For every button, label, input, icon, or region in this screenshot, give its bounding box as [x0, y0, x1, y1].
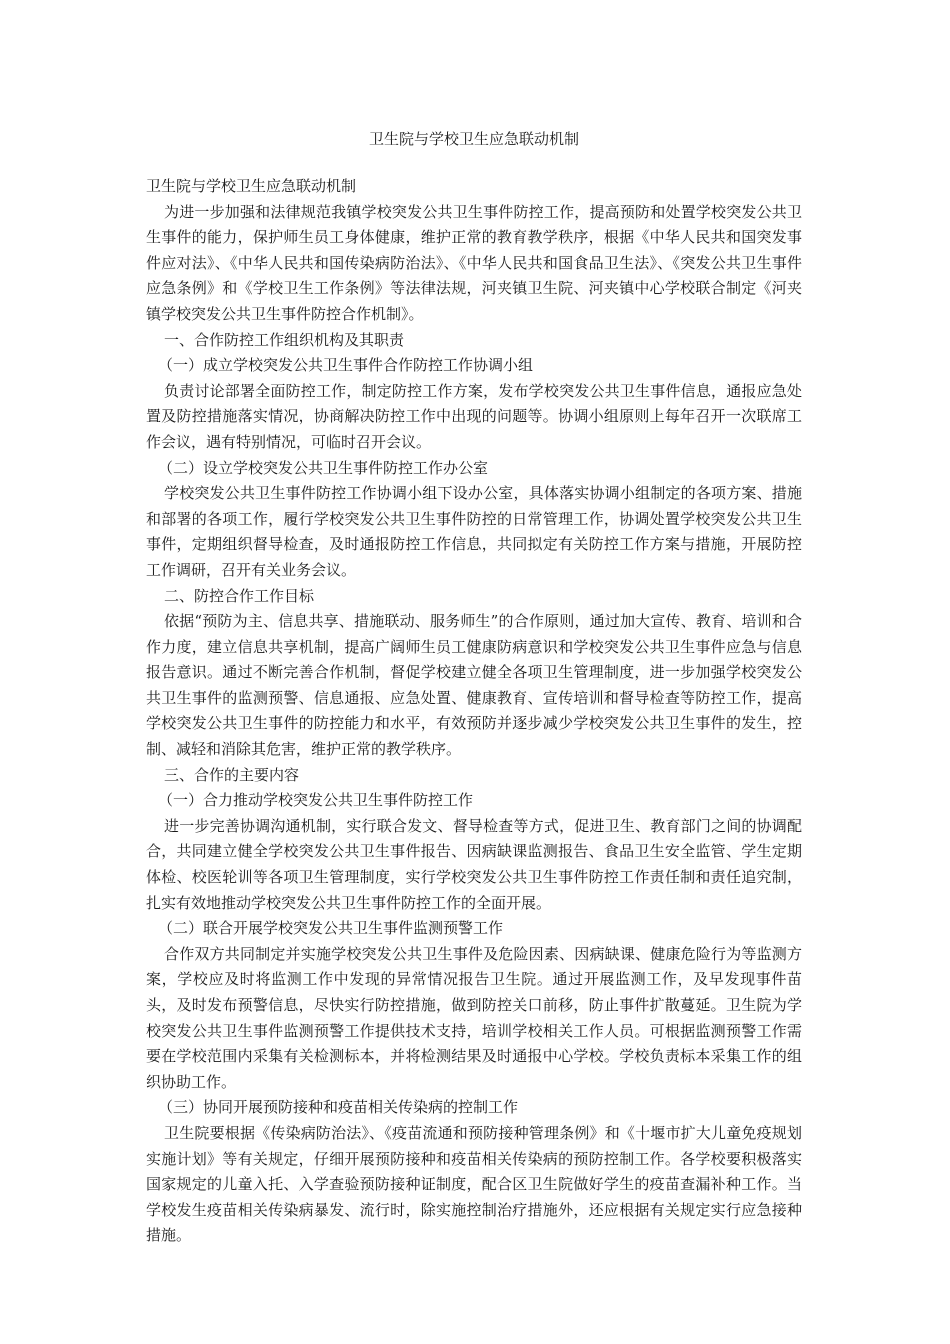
paragraph-2: 依据“预防为主、信息共享、措施联动、服务师生”的合作原则，通过加大宣传、教育、培训和合作力度，建立信息共享机制，提高广阔师生员工健康防病意识和学校突发公共卫生事件应急与信息报告意识。通过不断完善合作机制，督促学校建立健全各项卫生管理制度，进一步加强学校突发公共卫生事件的监测预警、信息通报、应急处置、健康教育、宣传培训和督导检查等防控工作，提高学校突发公共卫生事件的防控能力和水平，有效预防并逐步减少学校突发公共卫生事件的发生，控制、减轻和消除其危害，维护正常的教学秩序。	[146, 612, 802, 759]
paragraph-3-1: 进一步完善协调沟通机制，实行联合发文、督导检查等方式，促进卫生、教育部门之间的协调配合，共同建立健全学校突发公共卫生事件报告、因病缺课监测报告、食品卫生安全监管、学生定期体检、校医轮训等各项卫生管理制度，实行学校突发公共卫生事件防控工作责任制和责任追究制，扎实有效地推动学校突发公共卫生事件防控工作的全面开展。	[146, 816, 802, 912]
paragraph-1-1: 负责讨论部署全面防控工作，制定防控工作方案，发布学校突发公共卫生事件信息，通报应急处置及防控措施落实情况，协商解决防控工作中出现的问题等。协调小组原则上每年召开一次联席工作会议，遇有特别情况，可临时召开会议。	[146, 381, 802, 451]
document-title: 卫生院与学校卫生应急联动机制	[368, 130, 579, 148]
paragraph-3-2: 合作双方共同制定并实施学校突发公共卫生事件及危险因素、因病缺课、健康危险行为等监测方案，学校应及时将监测工作中发现的异常情况报告卫生院。通过开展监测工作，及早发现事件苗头，及时发布预警信息，尽快实行防控措施，做到防控关口前移，防止事件扩散蔓延。卫生院为学校突发公共卫生事件监测预警工作提供技术支持，培训学校相关工作人员。可根据监测预警工作需要在学校范围内采集有关检测标本，并将检测结果及时通报中心学校。学校负责标本采集工作的组织协助工作。	[146, 944, 802, 1091]
document-body	[146, 174, 802, 1249]
subsection-heading-1-2: （二）设立学校突发公共卫生事件防控工作办公室	[158, 458, 489, 477]
paragraph-3-3: 卫生院要根据《传染病防治法》、《疫苗流通和预防接种管理条例》和《十堰市扩大儿童免疫规划实施计划》等有关规定，仔细开展预防接种和疫苗相关传染病的预防控制工作。各学校要积极落实国家规定的儿童入托、入学查验预防接种证制度，配合区卫生院做好学生的疫苗查漏补种工作。当学校发生疫苗相关传染病暴发、流行时，除实施控制治疗措施外，还应根据有关规定实行应急接种措施。	[146, 1123, 802, 1245]
section-heading-1: 一、合作防控工作组织机构及其职责	[164, 330, 405, 349]
paragraph-intro: 为进一步加强和法律规范我镇学校突发公共卫生事件防控工作，提高预防和处置学校突发公共卫生事件的能力，保护师生员工身体健康，维护正常的教育教学秩序，根据《中华人民共和国突发事件应对法》、《中华人民共和国传染病防治法》、《中华人民共和国食品卫生法》、《突发公共卫生事件应急条例》和《学校卫生工作条例》等法律法规，河夹镇卫生院、河夹镇中心学校联合制定《河夹镇学校突发公共卫生事件防控合作机制》。	[146, 202, 802, 323]
section-heading-2: 二、防控合作工作目标	[164, 586, 315, 605]
subsection-heading-3-1: （一）合力推动学校突发公共卫生事件防控工作	[158, 791, 474, 810]
subsection-heading-1-1: （一）成立学校突发公共卫生事件合作防控工作协调小组	[158, 356, 534, 375]
paragraph-subtitle: 卫生院与学校卫生应急联动机制	[146, 177, 357, 195]
section-heading-3: 三、合作的主要内容	[164, 765, 300, 784]
paragraph-1-2: 学校突发公共卫生事件防控工作协调小组下设办公室，具体落实协调小组制定的各项方案、措施和部署的各项工作，履行学校突发公共卫生事件防控的日常管理工作，协调处置学校突发公共卫生事件，定期组织督导检查，及时通报防控工作信息，共同拟定有关防控工作方案与措施，开展防控工作调研，召开有关业务会议。	[146, 484, 802, 579]
subsection-heading-3-3: （三）协同开展预防接种和疫苗相关传染病的控制工作	[158, 1098, 519, 1117]
subsection-heading-3-2: （二）联合开展学校突发公共卫生事件监测预警工作	[158, 919, 504, 938]
